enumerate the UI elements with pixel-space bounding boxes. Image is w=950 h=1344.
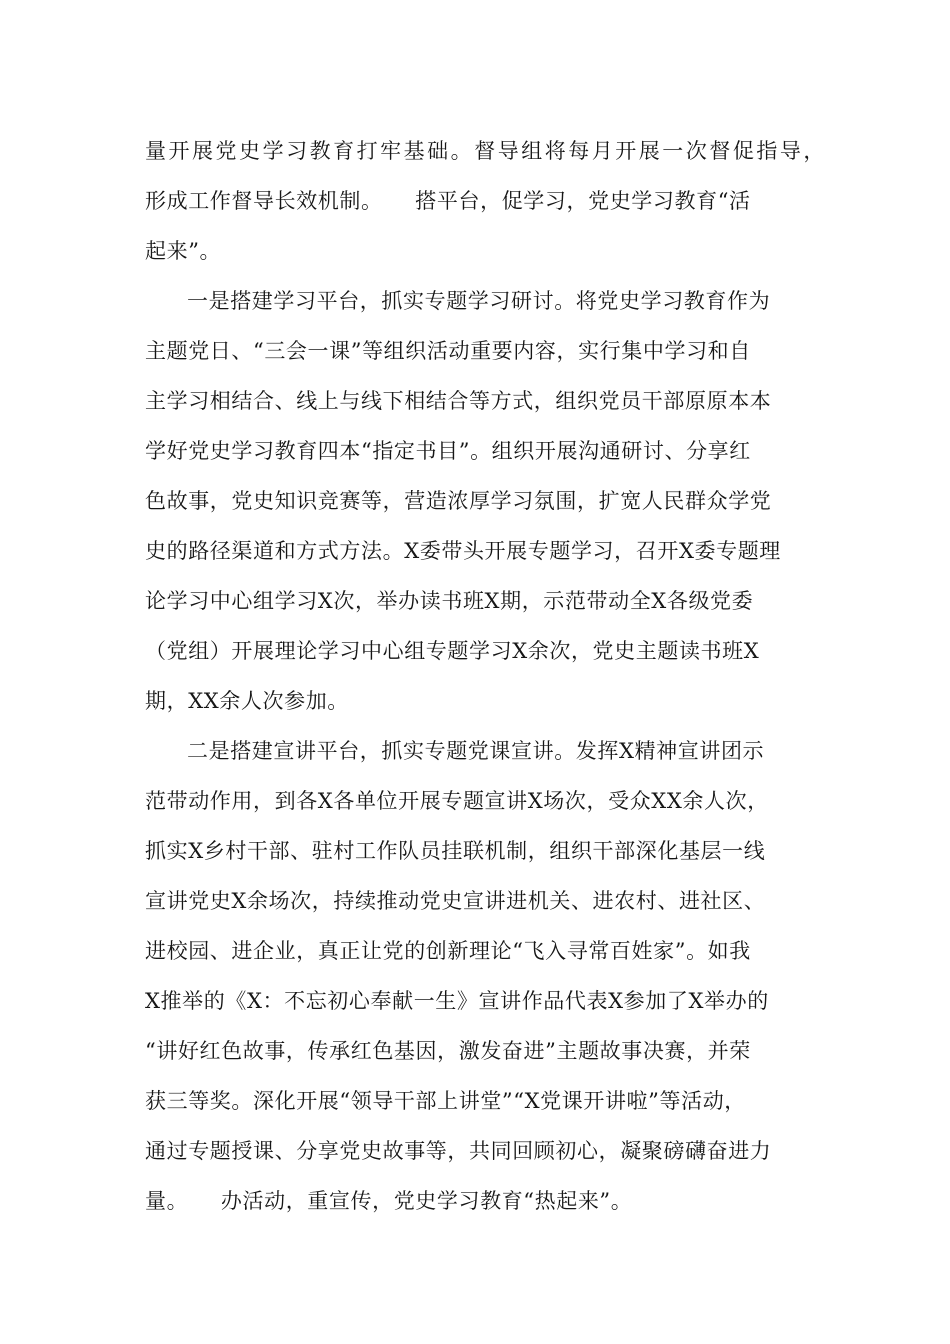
text-line: 二是搭建宣讲平台，抓实专题党课宣讲。发挥X精神宣讲团示 <box>187 739 765 763</box>
text-line: 通过专题授课、分享党史故事等，共同回顾初心，凝聚磅礴奋进力 <box>145 1139 772 1163</box>
text-line: 范带动作用，到各X各单位开展专题宣讲X场次，受众XX余人次， <box>145 789 769 813</box>
text-line: 学好党史学习教育四本“指定书目”。组织开展沟通研讨、分享红 <box>145 439 751 463</box>
text-line: 起来”。 <box>145 239 222 263</box>
text-line: “讲好红色故事，传承红色基因，激发奋进”主题故事决赛，并荣 <box>145 1039 751 1063</box>
text-line: 形成工作督导长效机制。 搭平台，促学习，党史学习教育“活 <box>145 189 751 213</box>
text-line: 史的路径渠道和方式方法。X委带头开展专题学习，召开X委专题理 <box>145 539 781 563</box>
text-line: 主题党日、“三会一课”等组织活动重要内容，实行集中学习和自 <box>145 339 751 363</box>
text-line: 一是搭建学习平台，抓实专题学习研讨。将党史学习教育作为 <box>187 289 771 313</box>
paragraph-1 <box>145 126 825 276</box>
paragraph-2 <box>145 276 825 726</box>
text-line: X推举的《X：不忘初心奉献一生》宣讲作品代表X参加了X举办的 <box>145 989 769 1013</box>
text-line: 量开展党史学习教育打牢基础。督导组将每月开展一次督促指导， <box>145 139 825 163</box>
text-line: 色故事，党史知识竞赛等，营造浓厚学习氛围，扩宽人民群众学党 <box>145 489 772 513</box>
text-line: 进校园、进企业，真正让党的创新理论“飞入寻常百姓家”。如我 <box>145 939 751 963</box>
text-line: 主学习相结合、线上与线下相结合等方式，组织党员干部原原本本 <box>145 389 772 413</box>
document-body <box>145 126 825 1226</box>
text-line: 期，XX余人次参加。 <box>145 689 349 713</box>
text-line: 论学习中心组学习X次，举办读书班X期，示范带动全X各级党委 <box>145 589 754 613</box>
text-line: （党组）开展理论学习中心组专题学习X余次，党史主题读书班X <box>145 639 760 663</box>
text-line: 抓实X乡村干部、驻村工作队员挂联机制，组织干部深化基层一线 <box>145 839 766 863</box>
paragraph-3 <box>145 726 825 1226</box>
text-line: 量。 办活动，重宣传，党史学习教育“热起来”。 <box>145 1189 633 1213</box>
text-line: 宣讲党史X余场次，持续推动党史宣讲进机关、进农村、进社区、 <box>145 889 766 913</box>
text-line: 获三等奖。深化开展“领导干部上讲堂”“X党课开讲啦”等活动， <box>145 1089 746 1113</box>
